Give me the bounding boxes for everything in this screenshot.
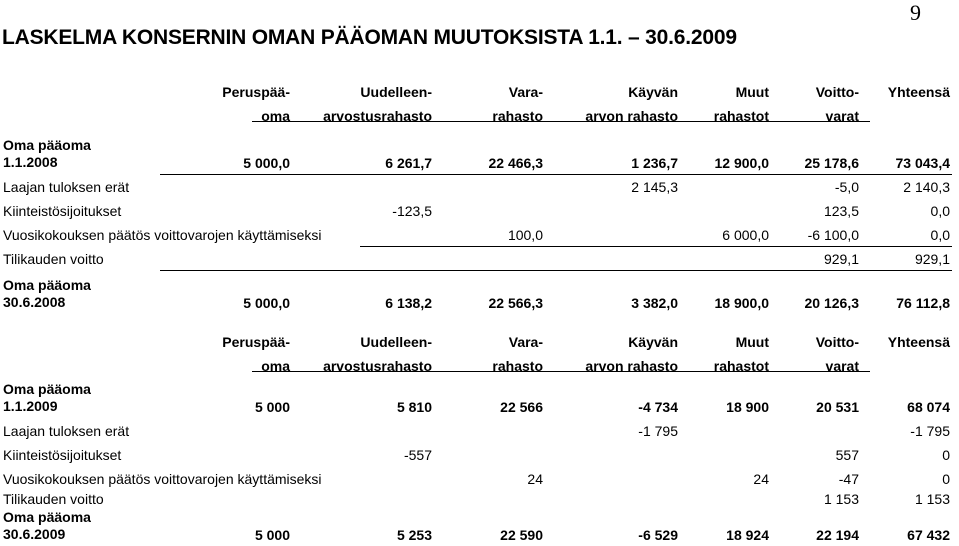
column-header-6-bottom: varat [825,358,859,374]
row-separator-line [160,174,952,175]
cell-col-7: 0,0 [930,203,950,219]
cell-col-1: 5 000,0 [243,295,290,311]
column-header-7-top: Yhteensä [887,84,950,100]
cell-col-4: -6 529 [638,527,678,543]
cell-col-1: 5 000 [254,399,290,415]
table-row [0,130,959,174]
cell-col-6: -47 [838,471,859,487]
table-row [0,466,959,490]
column-header-1-top: Peruspää- [222,334,290,350]
cell-col-5: 18 900,0 [714,295,769,311]
cell-col-7: 67 432 [907,527,950,543]
cell-col-7: 2 140,3 [903,179,950,195]
column-header-6-top: Voitto- [815,334,859,350]
row-label-line1: Oma pääoma [3,381,91,397]
column-header-6-top: Voitto- [815,84,859,100]
column-header-1-bottom: oma [261,108,290,124]
cell-col-7: 929,1 [914,251,950,267]
cell-col-2: 6 261,7 [385,155,432,171]
row-label-line1: Oma pääoma [3,509,91,525]
cell-col-4: -1 795 [638,423,678,439]
row-label: Vuosikokouksen päätös voittovarojen käyttämiseksi [3,227,322,243]
cell-col-7: 73 043,4 [895,155,950,171]
cell-col-6: 22 194 [816,527,859,543]
cell-col-6: 557 [835,447,859,463]
cell-col-5: 18 900 [726,399,769,415]
column-header-2-bottom: arvostusrahasto [323,108,432,124]
cell-col-7: 76 112,8 [896,295,950,311]
cell-col-3: 22 466,3 [488,155,543,171]
cell-col-7: 0 [942,447,950,463]
row-label-line2: 30.6.2009 [3,526,66,542]
table-row [0,418,959,442]
column-header-5-bottom: rahastot [713,108,769,124]
cell-col-2: -557 [403,447,432,463]
column-header-4-top: Käyvän [628,84,678,100]
cell-col-4: -4 734 [638,399,678,415]
cell-col-6: 20 126,3 [804,295,859,311]
row-label [3,381,91,415]
table-row [0,270,959,314]
column-header-4-top: Käyvän [628,334,678,350]
column-header-7-top: Yhteensä [887,334,950,350]
row-label-line2: 1.1.2009 [3,398,58,414]
cell-col-3: 22 590 [500,527,543,543]
row-label [3,509,91,543]
cell-col-2: 5 810 [396,399,432,415]
column-header-5-top: Muut [735,84,769,100]
cell-col-3: 24 [527,471,543,487]
table-row [0,174,959,198]
row-label-line2: 30.6.2008 [3,294,66,310]
column-header-4-bottom: arvon rahasto [585,108,678,124]
cell-col-7: 1 153 [914,491,950,507]
column-header-3-top: Vara- [508,84,543,100]
cell-col-5: 12 900,0 [714,155,769,171]
cell-col-5: 24 [753,471,769,487]
cell-col-6: 20 531 [816,399,859,415]
cell-col-7: 0 [942,471,950,487]
cell-col-4: 1 236,7 [631,155,678,171]
cell-col-7: 68 074 [907,399,950,415]
column-header-5-top: Muut [735,334,769,350]
table-row [0,442,959,466]
page-title: LASKELMA KONSERNIN OMAN PÄÄOMAN MUUTOKSISTA 1.1. – 30.6.2009 [2,26,737,49]
cell-col-5: 18 924 [726,527,769,543]
row-label-line2: 1.1.2008 [3,154,58,170]
row-label: Vuosikokouksen päätös voittovarojen käyttämiseksi [3,471,322,487]
cell-col-6: 1 153 [823,491,859,507]
row-label [3,277,91,311]
cell-col-3: 22 566 [500,399,543,415]
column-header-1-top: Peruspää- [222,84,290,100]
cell-col-6: 123,5 [823,203,859,219]
row-label: Laajan tuloksen erät [3,423,130,439]
table-row [0,222,959,246]
cell-col-6: -6 100,0 [807,227,859,243]
column-header-4-bottom: arvon rahasto [585,358,678,374]
header-rule [252,121,870,122]
cell-col-6: 929,1 [823,251,859,267]
cell-col-5: 6 000,0 [722,227,769,243]
row-label: Laajan tuloksen erät [3,179,130,195]
cell-col-6: -5,0 [834,179,859,195]
row-label: Kiinteistösijoitukset [3,203,122,219]
column-header-3-bottom: rahasto [492,108,543,124]
column-header-6-bottom: varat [825,108,859,124]
row-label-line1: Oma pääoma [3,277,91,293]
cell-col-7: 0,0 [930,227,950,243]
cell-col-2: 5 253 [396,527,432,543]
row-label-line1: Oma pääoma [3,137,91,153]
cell-col-6: 25 178,6 [804,155,859,171]
table-row [0,198,959,222]
cell-col-1: 5 000,0 [243,155,290,171]
table-row [0,246,959,270]
cell-col-4: 2 145,3 [631,179,678,195]
table-row [0,510,959,546]
row-label: Kiinteistösijoitukset [3,447,122,463]
cell-col-3: 22 566,3 [488,295,543,311]
cell-col-2: 6 138,2 [385,295,432,311]
cell-col-7: -1 795 [910,423,950,439]
cell-col-1: 5 000 [254,527,290,543]
column-header-3-bottom: rahasto [492,358,543,374]
table-row [0,374,959,418]
column-header-3-top: Vara- [508,334,543,350]
row-separator-line [160,270,952,271]
column-header-1-bottom: oma [261,358,290,374]
page-number: 9 [910,0,921,25]
cell-col-2: -123,5 [392,203,432,219]
row-label: Tilikauden voitto [3,251,104,267]
cell-col-3: 100,0 [507,227,543,243]
column-header-2-top: Uudelleen- [360,334,432,350]
table-row [0,490,959,510]
column-header-2-top: Uudelleen- [360,84,432,100]
row-label [3,137,91,171]
cell-col-4: 3 382,0 [631,295,678,311]
header-rule [252,371,870,372]
row-label: Tilikauden voitto [3,491,104,507]
column-header-2-bottom: arvostusrahasto [323,358,432,374]
column-header-5-bottom: rahastot [713,358,769,374]
row-separator-line [360,246,952,247]
